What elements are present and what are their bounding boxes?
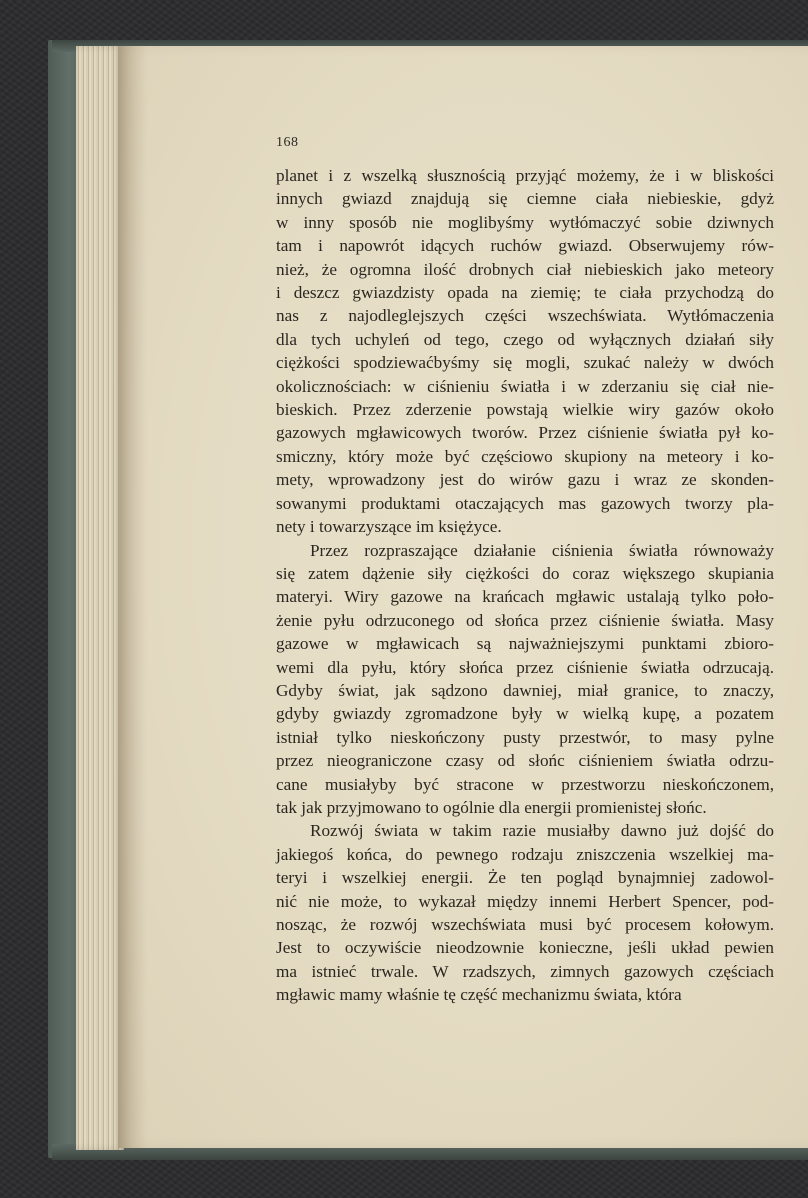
text-line: istniał tylko nieskończony pusty przestwór, to masy pylne bbox=[276, 727, 774, 747]
text-line: dla tych uchyleń od tego, czego od wyłącznych działań siły bbox=[276, 329, 774, 349]
text-line: przez nieograniczone czasy od słońc ciśnieniem światła odrzu- bbox=[276, 751, 774, 771]
text-line: planet i z wszelką słusznością przyjąć możemy, że i w bliskości bbox=[276, 166, 774, 185]
text-line: wemi dla pyłu, który słońca przez ciśnienie światła odrzucają. bbox=[276, 657, 774, 677]
text-line: w inny sposób nie moglibyśmy wytłómaczyć sobie dziwnych bbox=[276, 212, 774, 232]
text-line: gdyby gwiazdy zgromadzone były w wielką kupę, a pozatem bbox=[276, 704, 774, 724]
text-line: nież, że ogromna ilość drobnych ciał niebieskich jako meteory bbox=[276, 259, 774, 279]
text-line: Jest to oczywiście nieodzownie konieczne, jeśli układ pewien bbox=[276, 938, 774, 958]
text-line: gazowe w mgławicach są najważniejszymi punktami zbioro- bbox=[276, 634, 774, 654]
text-line: żenie pyłu odrzuconego od słońca przez ciśnienie światła. Masy bbox=[276, 610, 774, 630]
paragraph bbox=[276, 819, 774, 1006]
text-line: Gdyby świat, jak sądzono dawniej, miał granice, to znaczy, bbox=[276, 680, 774, 700]
text-line: cane musiałyby być stracone w przestworzu nieskończonem, bbox=[276, 774, 774, 794]
text-line: sowanymi produktami otaczających mas gazowych tworzy pla- bbox=[276, 493, 774, 513]
text-line: mety, wprowadzony jest do wirów gazu i wraz ze skonden- bbox=[276, 470, 774, 490]
page-text bbox=[276, 164, 774, 1007]
text-line: bieskich. Przez zderzenie powstają wielkie wiry gazów około bbox=[276, 400, 774, 420]
text-line: Przez rozpraszające działanie ciśnienia światła równoważy bbox=[310, 540, 774, 560]
text-line: tak jak przyjmowano to ogólnie dla energii promienistej słońc. bbox=[276, 797, 707, 817]
text-line: materyi. Wiry gazowe na krańcach mgławic ustalają tylko poło- bbox=[276, 587, 774, 607]
gutter-shadow bbox=[118, 46, 148, 1148]
page-number: 168 bbox=[276, 135, 299, 150]
text-line: gazowych mgławicowych tworów. Przez ciśnienie światła pył ko- bbox=[276, 423, 774, 443]
text-line: nosząc, że rozwój wszechświata musi być procesem kołowym. bbox=[276, 915, 774, 934]
text-line: teryi i wszelkiej energii. Że ten pogląd bynajmniej zadowol- bbox=[276, 868, 774, 888]
text-line: ciężkości spodziewaćbyśmy się mogli, szukać należy w dwóch bbox=[276, 353, 774, 373]
text-line: Rozwój świata w takim razie musiałby dawno już dojść do bbox=[310, 821, 774, 841]
text-line: nas z najodleglejszych części wszechświata. Wytłómaczenia bbox=[276, 306, 774, 326]
text-line: smiczny, który może być częściowo skupiony na meteory i ko- bbox=[276, 446, 774, 466]
text-line: jakiegoś końca, do pewnego rodzaju zniszczenia wszelkiej ma- bbox=[276, 844, 774, 864]
paragraph bbox=[276, 539, 774, 820]
text-line: tam i napowrót idących ruchów gwiazd. Obserwujemy rów- bbox=[276, 236, 774, 256]
text-line: się zatem dążenie siły ciężkości do coraz większego skupiania bbox=[276, 563, 774, 583]
paragraph bbox=[276, 164, 774, 539]
text-line: okolicznościach: w ciśnieniu światła i w zderzaniu się ciał nie- bbox=[276, 376, 774, 396]
text-line: nety i towarzyszące im księżyce. bbox=[276, 517, 502, 537]
text-line: i deszcz gwiazdzisty opada na ziemię; te ciała przychodzą do bbox=[276, 283, 774, 303]
text-line: nić nie może, to wykazał między innemi Herbert Spencer, pod- bbox=[276, 891, 774, 911]
text-line: ma istnieć trwale. W rzadszych, zimnych gazowych częściach bbox=[276, 961, 774, 981]
text-line: innych gwiazd znajdują się ciemne ciała niebieskie, gdyż bbox=[276, 189, 774, 209]
page-edges bbox=[76, 46, 124, 1150]
text-line: mgławic mamy właśnie tę część mechanizmu świata, która bbox=[276, 985, 682, 1005]
